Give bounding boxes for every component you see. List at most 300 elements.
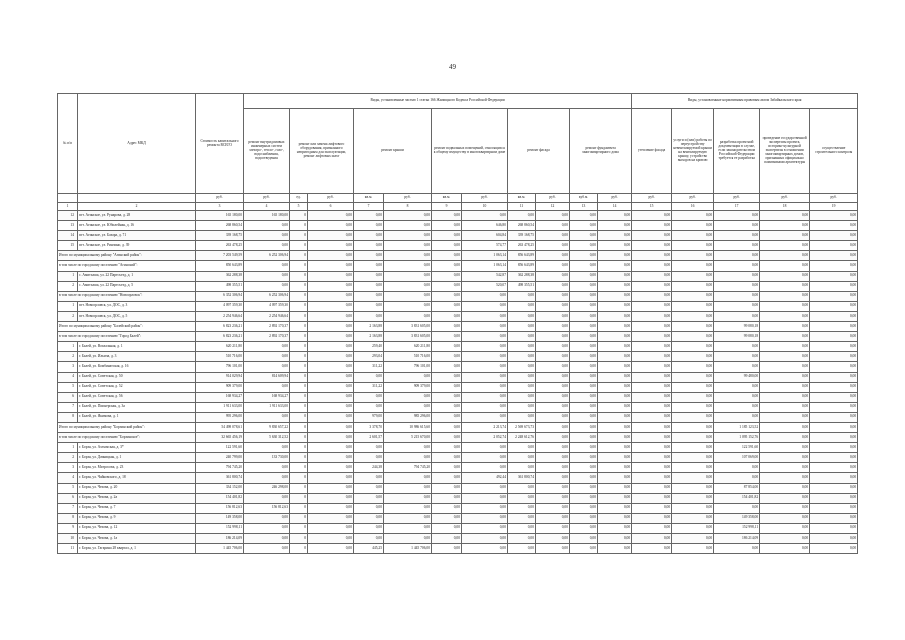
value-cell: 311,22 xyxy=(354,382,384,392)
value-cell: 0,00 xyxy=(384,231,432,241)
value-cell: 0,00 xyxy=(672,422,714,432)
value-cell: 0,00 xyxy=(810,513,858,523)
value-cell: 0,00 xyxy=(672,523,714,533)
value-cell: 0,00 xyxy=(462,534,508,544)
value-cell: 0,00 xyxy=(570,473,598,483)
value-cell: 0,00 xyxy=(244,523,290,533)
value-cell: 0,00 xyxy=(462,503,508,513)
value-cell: 0,00 xyxy=(632,261,672,271)
value-cell: 0,00 xyxy=(810,291,858,301)
value-cell: 0,00 xyxy=(598,392,632,402)
value-cell: 6 823 236,21 xyxy=(196,332,244,342)
value-cell: 0,00 xyxy=(598,433,632,443)
value-cell: 263 478,25 xyxy=(508,241,536,251)
address-cell: г. Борзя, ул. Чехова, д. 7 xyxy=(78,503,196,513)
value-cell: 0,00 xyxy=(354,523,384,533)
value-cell: 0,00 xyxy=(570,281,598,291)
value-cell: 0,00 xyxy=(536,372,570,382)
value-cell: 0 xyxy=(290,241,308,251)
value-cell: 0,00 xyxy=(536,241,570,251)
subtotal-label-cell: Итого по муниципальному району "Балейский район": xyxy=(58,322,196,332)
value-cell: 0,00 xyxy=(244,221,290,231)
value-cell: 0,00 xyxy=(308,473,354,483)
value-cell: 0,00 xyxy=(508,362,536,372)
value-cell: 0,00 xyxy=(810,412,858,422)
value-cell: 0,00 xyxy=(308,362,354,372)
value-cell: 0,00 xyxy=(536,402,570,412)
value-cell: 0,00 xyxy=(384,493,432,503)
header-roof: ремонт крыши xyxy=(354,109,432,194)
value-cell: 0,00 xyxy=(384,523,432,533)
value-cell: 0,00 xyxy=(632,382,672,392)
value-cell: 0,00 xyxy=(632,251,672,261)
value-cell: 0,00 xyxy=(672,311,714,321)
value-cell: 0,00 xyxy=(432,473,462,483)
address-cell: г. Балей, ул. Ильича, д. 3 xyxy=(78,352,196,362)
value-cell: 0,00 xyxy=(810,211,858,221)
value-cell: 0,00 xyxy=(570,534,598,544)
value-cell: 165 180,00 xyxy=(196,211,244,221)
value-cell: 0,00 xyxy=(462,342,508,352)
header-group-regional: Виды, установленные нормативным правовым актом Забайкальского края xyxy=(632,94,858,109)
value-cell: 0,00 xyxy=(598,342,632,352)
value-cell: 0,00 xyxy=(308,493,354,503)
value-cell: 0,00 xyxy=(598,271,632,281)
value-cell: 2 052,74 xyxy=(462,433,508,443)
value-cell: 0,00 xyxy=(760,534,810,544)
value-cell: 6 823 236,21 xyxy=(196,322,244,332)
value-cell: 0,00 xyxy=(714,221,760,231)
value-cell: 361 800,74 xyxy=(508,473,536,483)
column-number-cell: 19 xyxy=(810,203,858,211)
value-cell: 0,00 xyxy=(354,281,384,291)
value-cell: 620 211,80 xyxy=(196,342,244,352)
value-cell: 0,00 xyxy=(462,544,508,554)
value-cell: 99 480,00 xyxy=(714,372,760,382)
value-cell: 0,00 xyxy=(570,211,598,221)
row-number-cell: 4 xyxy=(58,372,78,382)
value-cell: 0,00 xyxy=(354,473,384,483)
header-facade-insulation: утепление фасада xyxy=(632,109,672,194)
value-cell: 156 812,63 xyxy=(244,503,290,513)
value-cell: 0,00 xyxy=(308,392,354,402)
header-construction-control: осуществление строительного контроля xyxy=(810,109,858,194)
value-cell: 133 730,00 xyxy=(244,453,290,463)
value-cell: 0,00 xyxy=(760,392,810,402)
value-cell: 0,00 xyxy=(462,483,508,493)
value-cell: 0,00 xyxy=(244,241,290,251)
value-cell: 0,00 xyxy=(384,392,432,402)
value-cell: 0 xyxy=(290,301,308,311)
value-cell: 0,00 xyxy=(810,231,858,241)
value-cell: 0,00 xyxy=(672,281,714,291)
value-cell: 0,00 xyxy=(632,301,672,311)
value-cell: 0,00 xyxy=(598,534,632,544)
value-cell: 0,00 xyxy=(536,493,570,503)
value-cell: 0,00 xyxy=(714,362,760,372)
value-cell: 152 998,11 xyxy=(714,523,760,533)
value-cell: 0,00 xyxy=(598,332,632,342)
table-row xyxy=(58,463,858,473)
value-cell: 0,00 xyxy=(760,493,810,503)
value-cell: 0,00 xyxy=(432,513,462,523)
value-cell: 0,00 xyxy=(508,483,536,493)
value-cell: 0,00 xyxy=(760,221,810,231)
value-cell: 510 716,00 xyxy=(384,352,432,362)
table-subtotal-row xyxy=(58,422,858,432)
value-cell: 0,00 xyxy=(632,352,672,362)
address-cell: г. Борзя, ул. Чехова, д. 9 xyxy=(78,513,196,523)
value-cell: 1 911 633,00 xyxy=(244,402,290,412)
value-cell: 0,00 xyxy=(508,211,536,221)
value-cell: 0,00 xyxy=(384,443,432,453)
value-cell: 0,00 xyxy=(462,463,508,473)
value-cell: 0,00 xyxy=(432,241,462,251)
value-cell: 0,00 xyxy=(432,483,462,493)
units-row xyxy=(58,194,858,203)
value-cell: 0,00 xyxy=(760,301,810,311)
address-cell: пгт. Новоорловск, ул. ДОС, д. 3 xyxy=(78,301,196,311)
value-cell: 5 630 312,52 xyxy=(244,433,290,443)
value-cell: 99 080,18 xyxy=(714,322,760,332)
value-cell: 0 xyxy=(290,362,308,372)
subtotal-label-cell: в том числе по городскому поселению "Агинский": xyxy=(58,261,196,271)
value-cell: 0,00 xyxy=(714,412,760,422)
unit-cell: руб. xyxy=(598,194,632,203)
value-cell: 0,00 xyxy=(632,503,672,513)
value-cell: 0,00 xyxy=(308,382,354,392)
value-cell: 0,00 xyxy=(632,412,672,422)
header-address: Адрес МКД xyxy=(78,94,196,194)
value-cell: 0,00 xyxy=(714,352,760,362)
value-cell: 3 831 605,00 xyxy=(384,322,432,332)
value-cell: 0,00 xyxy=(598,352,632,362)
value-cell: 0,00 xyxy=(672,534,714,544)
value-cell: 0,00 xyxy=(308,513,354,523)
column-numbers-row xyxy=(58,203,858,211)
unit-cell: руб. xyxy=(462,194,508,203)
value-cell: 0,00 xyxy=(810,483,858,493)
address-cell: г. Борзя, ул. Чехова, д. 12 xyxy=(78,523,196,533)
row-number-cell: 2 xyxy=(58,281,78,291)
value-cell: 0,00 xyxy=(462,412,508,422)
unit-cell: руб. xyxy=(536,194,570,203)
column-number-cell: 18 xyxy=(760,203,810,211)
table-row xyxy=(58,211,858,221)
value-cell: 0,00 xyxy=(462,382,508,392)
row-number-cell: 3 xyxy=(58,362,78,372)
value-cell: 510 716,00 xyxy=(196,352,244,362)
value-cell: 0,00 xyxy=(672,412,714,422)
value-cell: 0,00 xyxy=(536,221,570,231)
value-cell: 0,00 xyxy=(632,342,672,352)
value-cell: 0,00 xyxy=(810,443,858,453)
column-number-cell: 12 xyxy=(536,203,570,211)
value-cell: 0,00 xyxy=(810,251,858,261)
value-cell: 0,00 xyxy=(570,352,598,362)
value-cell: 0,00 xyxy=(354,291,384,301)
value-cell: 99 080,18 xyxy=(714,332,760,342)
value-cell: 0,00 xyxy=(672,261,714,271)
table-row xyxy=(58,311,858,321)
unit-cell: руб. xyxy=(672,194,714,203)
value-cell: 0,00 xyxy=(672,493,714,503)
value-cell: 0,00 xyxy=(632,271,672,281)
value-cell: 0 xyxy=(290,523,308,533)
value-cell: 0,00 xyxy=(536,523,570,533)
value-cell: 0,00 xyxy=(760,362,810,372)
table-row xyxy=(58,231,858,241)
value-cell: 154 401,82 xyxy=(714,493,760,503)
value-cell: 0 xyxy=(290,493,308,503)
column-number-cell: 2 xyxy=(78,203,196,211)
address-cell: г. Балей, ул. Вокзальная, д. 1 xyxy=(78,342,196,352)
address-cell: г. Борзя, ул. Чехова, д. 2а xyxy=(78,493,196,503)
value-cell: 0,00 xyxy=(536,261,570,271)
value-cell: 1 911 633,00 xyxy=(196,402,244,412)
value-cell: 0,00 xyxy=(714,311,760,321)
value-cell: 0,00 xyxy=(810,281,858,291)
value-cell: 0,00 xyxy=(714,402,760,412)
unit-cell: руб. xyxy=(632,194,672,203)
value-cell: 2 892 170,37 xyxy=(244,322,290,332)
value-cell: 0,00 xyxy=(672,322,714,332)
value-cell: 0,00 xyxy=(508,534,536,544)
value-cell: 0,00 xyxy=(244,463,290,473)
value-cell: 985 296,00 xyxy=(384,412,432,422)
value-cell: 0,00 xyxy=(714,211,760,221)
value-cell: 0,00 xyxy=(432,534,462,544)
value-cell: 0,00 xyxy=(308,443,354,453)
value-cell: 0,00 xyxy=(632,422,672,432)
value-cell: 0,00 xyxy=(570,342,598,352)
row-number-cell: 1 xyxy=(58,443,78,453)
value-cell: 0,00 xyxy=(598,463,632,473)
value-cell: 0,00 xyxy=(384,261,432,271)
value-cell: 0,00 xyxy=(714,342,760,352)
value-cell: 0,00 xyxy=(760,463,810,473)
value-cell: 0,00 xyxy=(760,342,810,352)
table-row xyxy=(58,412,858,422)
value-cell: 0,00 xyxy=(760,422,810,432)
value-cell: 0 xyxy=(290,221,308,231)
value-cell: 0,00 xyxy=(810,311,858,321)
value-cell: 0,00 xyxy=(432,523,462,533)
value-cell: 0,00 xyxy=(244,271,290,281)
value-cell: 0,00 xyxy=(508,332,536,342)
value-cell: 0 xyxy=(290,513,308,523)
value-cell: 0,00 xyxy=(810,372,858,382)
value-cell: 0,00 xyxy=(354,221,384,231)
value-cell: 168 934,27 xyxy=(244,392,290,402)
value-cell: 0,00 xyxy=(508,322,536,332)
column-number-cell: 10 xyxy=(462,203,508,211)
value-cell: 240 799,00 xyxy=(196,453,244,463)
value-cell: 0,00 xyxy=(308,402,354,412)
value-cell: 0,00 xyxy=(536,362,570,372)
value-cell: 0,00 xyxy=(244,261,290,271)
value-cell: 0,00 xyxy=(508,352,536,362)
value-cell: 107 069,00 xyxy=(714,453,760,463)
value-cell: 0,00 xyxy=(760,372,810,382)
value-cell: 0,00 xyxy=(672,513,714,523)
value-cell: 0,00 xyxy=(308,291,354,301)
value-cell: 0,00 xyxy=(760,513,810,523)
value-cell: 0,00 xyxy=(810,352,858,362)
value-cell: 0,00 xyxy=(570,402,598,412)
column-number-cell: 1 xyxy=(58,203,78,211)
value-cell: 909 379,00 xyxy=(196,382,244,392)
value-cell: 0,00 xyxy=(536,322,570,332)
value-cell: 0,00 xyxy=(810,544,858,554)
value-cell: 0,00 xyxy=(570,544,598,554)
value-cell: 0,00 xyxy=(810,342,858,352)
value-cell: 914 029,94 xyxy=(196,372,244,382)
value-cell: 0,00 xyxy=(760,483,810,493)
value-cell: 0,00 xyxy=(462,443,508,453)
value-cell: 0,00 xyxy=(598,281,632,291)
capital-repair-table-wrapper xyxy=(57,93,857,554)
value-cell: 0,00 xyxy=(810,362,858,372)
value-cell: 0,00 xyxy=(354,513,384,523)
address-cell: пгт. Агинское, ул. Ринчино, д. 39 xyxy=(78,241,196,251)
value-cell: 0,00 xyxy=(536,231,570,241)
value-cell: 0,00 xyxy=(570,463,598,473)
table-row xyxy=(58,241,858,251)
value-cell: 646,80 xyxy=(462,221,508,231)
value-cell: 122 591,60 xyxy=(714,443,760,453)
value-cell: 0,00 xyxy=(598,221,632,231)
value-cell: 0,00 xyxy=(598,513,632,523)
value-cell: 246 298,00 xyxy=(244,483,290,493)
value-cell: 0,00 xyxy=(308,453,354,463)
subtotal-label-cell: Итого по муниципальному району "Борзинский район": xyxy=(58,422,196,432)
value-cell: 0,00 xyxy=(308,523,354,533)
value-cell: 0,00 xyxy=(598,301,632,311)
table-subtotal-row xyxy=(58,433,858,443)
value-cell: 0,00 xyxy=(432,372,462,382)
value-cell: 0,00 xyxy=(384,311,432,321)
value-cell: 0,00 xyxy=(536,291,570,301)
value-cell: 3 831 605,00 xyxy=(384,332,432,342)
value-cell: 362 288,38 xyxy=(508,271,536,281)
value-cell: 0,00 xyxy=(714,281,760,291)
value-cell: 0,00 xyxy=(714,301,760,311)
value-cell: 0,00 xyxy=(570,291,598,301)
value-cell: 0,00 xyxy=(570,362,598,372)
value-cell: 0,00 xyxy=(308,372,354,382)
value-cell: 0,00 xyxy=(672,291,714,301)
value-cell: 0,00 xyxy=(508,544,536,554)
value-cell: 0,00 xyxy=(598,251,632,261)
value-cell: 1 063,14 xyxy=(462,251,508,261)
column-number-cell: 3 xyxy=(196,203,244,211)
value-cell: 0,00 xyxy=(810,382,858,392)
value-cell: 0,00 xyxy=(244,281,290,291)
value-cell: 0,00 xyxy=(462,392,508,402)
value-cell: 0 xyxy=(290,433,308,443)
value-cell: 0,00 xyxy=(432,221,462,231)
value-cell: 0,00 xyxy=(244,544,290,554)
column-number-cell: 13 xyxy=(570,203,598,211)
value-cell: 0,00 xyxy=(508,382,536,392)
value-cell: 0,00 xyxy=(760,412,810,422)
value-cell: 3 378,70 xyxy=(354,422,384,432)
table-subtotal-row xyxy=(58,251,858,261)
value-cell: 0,00 xyxy=(384,483,432,493)
value-cell: 0 xyxy=(290,251,308,261)
value-cell: 0,00 xyxy=(632,433,672,443)
value-cell: 0,00 xyxy=(760,443,810,453)
value-cell: 0,00 xyxy=(244,473,290,483)
value-cell: 0,00 xyxy=(760,211,810,221)
row-number-cell: 2 xyxy=(58,352,78,362)
row-number-cell: 15 xyxy=(58,241,78,251)
value-cell: 2 601,57 xyxy=(354,433,384,443)
value-cell: 0,00 xyxy=(714,231,760,241)
value-cell: 0,00 xyxy=(570,311,598,321)
table-row xyxy=(58,372,858,382)
value-cell: 2 213,74 xyxy=(462,422,508,432)
value-cell: 0,00 xyxy=(714,503,760,513)
value-cell: 168 934,27 xyxy=(196,392,244,402)
unit-cell: руб. xyxy=(714,194,760,203)
value-cell: 0,00 xyxy=(810,534,858,544)
table-subtotal-row xyxy=(58,261,858,271)
value-cell: 149 358,00 xyxy=(714,513,760,523)
value-cell: 0,00 xyxy=(384,453,432,463)
value-cell: 0,00 xyxy=(632,332,672,342)
table-subtotal-row xyxy=(58,291,858,301)
value-cell: 0,00 xyxy=(308,241,354,251)
value-cell: 0,00 xyxy=(308,544,354,554)
column-number-cell: 5 xyxy=(290,203,308,211)
value-cell: 0,00 xyxy=(598,422,632,432)
value-cell: 0 xyxy=(290,211,308,221)
value-cell: 186 214,09 xyxy=(714,534,760,544)
header-group-federal: Виды, установленные частью 1 статьи 166 Жилищного Кодекса Российской Федерации xyxy=(244,94,632,109)
value-cell: 0,00 xyxy=(570,453,598,463)
value-cell: 0,00 xyxy=(536,382,570,392)
value-cell: 0,00 xyxy=(536,392,570,402)
value-cell: 0,00 xyxy=(432,382,462,392)
row-number-cell: 6 xyxy=(58,392,78,402)
value-cell: 0,00 xyxy=(536,352,570,362)
value-cell: 0,00 xyxy=(632,362,672,372)
value-cell: 0,00 xyxy=(672,332,714,342)
value-cell: 0,00 xyxy=(810,503,858,513)
value-cell: 0,00 xyxy=(308,342,354,352)
value-cell: 0,00 xyxy=(598,453,632,463)
value-cell: 0,00 xyxy=(354,483,384,493)
value-cell: 1 063,14 xyxy=(462,261,508,271)
value-cell: 361 800,74 xyxy=(196,473,244,483)
header-roof-ventilation: услуги и (или) работы по переустройству невентилируемой крыши на вентилируемую крышу, устройство выходов на кровлю xyxy=(672,109,714,194)
value-cell: 0,00 xyxy=(384,221,432,231)
value-cell: 850 643,89 xyxy=(196,261,244,271)
value-cell: 2 163,88 xyxy=(354,332,384,342)
table-row xyxy=(58,392,858,402)
value-cell: 0,00 xyxy=(810,402,858,412)
table-row xyxy=(58,483,858,493)
value-cell: 0,00 xyxy=(598,322,632,332)
value-cell: 0,00 xyxy=(598,291,632,301)
value-cell: 0,00 xyxy=(536,503,570,513)
value-cell: 0,00 xyxy=(672,402,714,412)
value-cell: 0,00 xyxy=(354,271,384,281)
value-cell: 0,00 xyxy=(432,251,462,261)
value-cell: 165 180,00 xyxy=(244,211,290,221)
